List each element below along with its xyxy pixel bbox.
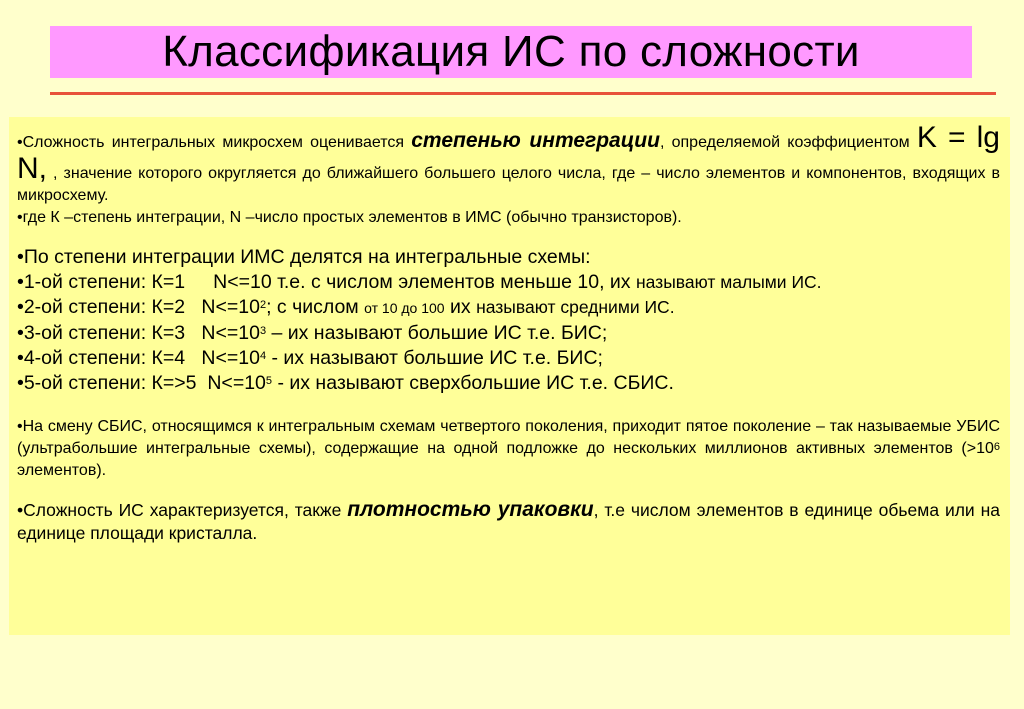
formula: K = lg N,: [17, 121, 1000, 185]
paragraph-density: [17, 498, 1000, 545]
p3-text: По степени интеграции ИМС делятся на интегральные схемы:: [23, 246, 591, 268]
list-item-degree-2: [17, 295, 1000, 321]
list-item-degree-4: [17, 346, 1000, 371]
p5-text-c: , т.е числом элементов в единице обьема или на единице площади кристалла.: [17, 500, 1000, 543]
l5-text-b: - их называют сверхбольшие ИС т.е. СБИС.: [272, 372, 674, 394]
l5-text-a: 5-ой степени: К=>5 N<=10: [23, 372, 266, 394]
list-item-degree-3: [17, 321, 1000, 346]
list-item-degree-5: [17, 371, 1000, 396]
paragraph-complexity: [17, 123, 1000, 207]
content-panel: [9, 117, 1010, 635]
l3-text-a: 3-ой степени: К=3 N<=10: [23, 322, 260, 344]
p1-text-a: Сложность интегральных микросхем оценивается: [22, 134, 412, 151]
l1-text-b: N<=10 т.е. с числом элементов меньше 10, их: [213, 271, 636, 293]
l4-text-b: - их называют большие ИС т.е. БИС;: [266, 347, 603, 369]
spacer: [17, 482, 1000, 498]
list-item-degree-1: [17, 270, 1000, 295]
p1-emphasis: степенью интеграции: [411, 129, 660, 152]
paragraph-definitions: [17, 207, 1000, 229]
l2-sup: 2: [259, 299, 267, 311]
l4-sup: 4: [259, 350, 267, 362]
p4-text-b: элементов).: [17, 462, 107, 479]
l1-text-c: называют малыми ИС.: [635, 272, 822, 292]
l4-text-a: 4-ой степени: К=4 N<=10: [23, 347, 260, 369]
l2-text-b: ; с числом: [266, 296, 365, 318]
p4-text-a: На смену СБИС, относящимся к интегральным схемам четвертого поколения, приходит пятое поколение – так называемые УБИС (ультрабольшие интегральные схемы), содержащие на одной подложке до нескольких миллионов активных элементов (>10: [17, 418, 1000, 457]
l2-text-a: 2-ой степени: К=2 N<=10: [23, 296, 260, 318]
title-divider: [50, 92, 996, 95]
l5-sup: 5: [265, 375, 273, 387]
l1-text-a: 1-ой степени: К=1: [23, 271, 186, 293]
l2-text-e: называют средними ИС.: [476, 297, 675, 317]
p2-text: где К –степень интеграции, N –число простых элементов в ИМС (обычно транзисторов).: [22, 209, 682, 226]
l3-sup: 3: [259, 325, 267, 337]
p1-text-c: , определяемой коэффициентом: [659, 134, 917, 151]
p1-text-e: , значение которого округляется до ближайшего большего целого числа, где – число элементов и компонентов, входящих в микросхему.: [17, 165, 1000, 204]
spacer: [17, 229, 1000, 245]
l2-text-c: от 10 до 100: [364, 300, 445, 316]
p5-text-a: Сложность ИС характеризуется, также: [23, 500, 348, 520]
paragraph-ubis: [17, 416, 1000, 482]
p5-emphasis: плотностью упаковки: [347, 498, 594, 521]
title-banner: [50, 26, 972, 78]
spacer: [17, 396, 1000, 416]
l3-text-b: – их называют большие ИС т.е. БИС;: [266, 322, 608, 344]
paragraph-intro: [17, 245, 1000, 270]
p4-sup: 6: [993, 441, 1000, 453]
page-title: Классификация ИС по сложности: [162, 27, 860, 76]
l2-text-d: их: [444, 296, 477, 318]
